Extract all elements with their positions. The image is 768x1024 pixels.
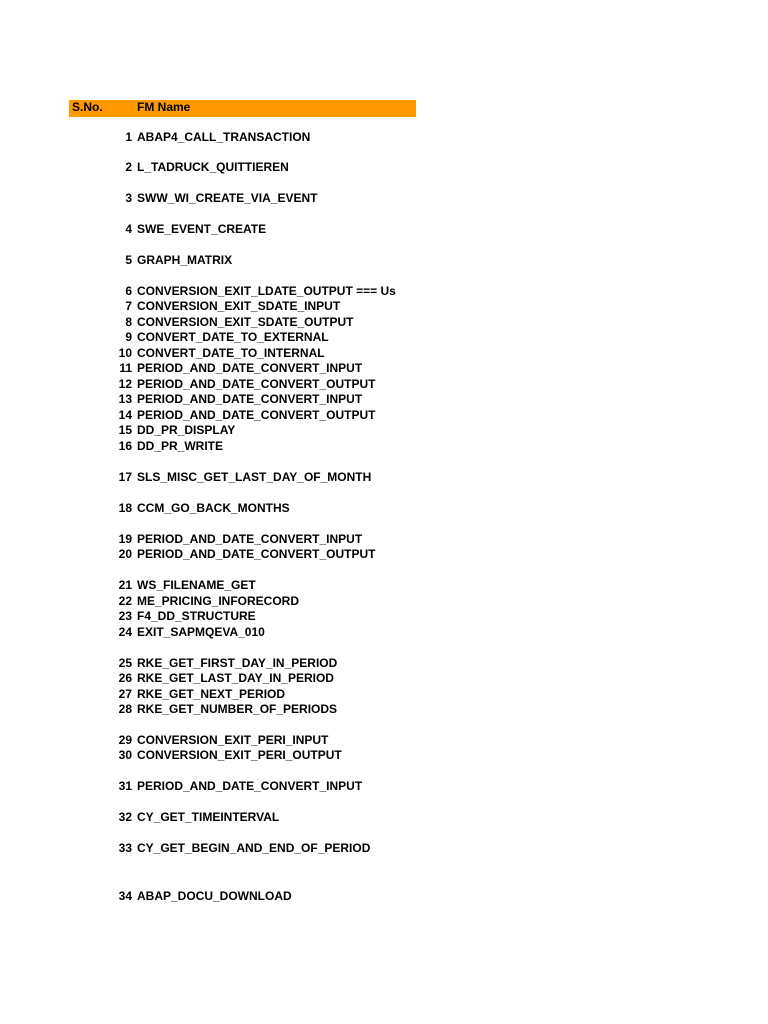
table-row bbox=[0, 624, 416, 640]
table-row bbox=[0, 438, 416, 454]
row-number: 9 bbox=[125, 330, 132, 344]
fm-name: CONVERSION_EXIT_PERI_OUTPUT bbox=[137, 748, 342, 762]
fm-name: SLS_MISC_GET_LAST_DAY_OF_MONTH bbox=[137, 470, 372, 484]
fm-name: CONVERSION_EXIT_SDATE_INPUT bbox=[137, 299, 341, 313]
row-number: 17 bbox=[118, 470, 132, 484]
row-number: 28 bbox=[118, 702, 132, 716]
fm-name: PERIOD_AND_DATE_CONVERT_INPUT bbox=[137, 532, 363, 546]
fm-name: ABAP4_CALL_TRANSACTION bbox=[137, 130, 311, 144]
header-sno: S.No. bbox=[72, 100, 103, 114]
fm-name: PERIOD_AND_DATE_CONVERT_OUTPUT bbox=[137, 408, 376, 422]
row-number: 27 bbox=[118, 687, 132, 701]
row-number: 34 bbox=[118, 889, 132, 903]
table-row bbox=[0, 747, 416, 763]
fm-name: CONVERSION_EXIT_SDATE_OUTPUT bbox=[137, 315, 354, 329]
row-number: 15 bbox=[118, 423, 132, 437]
fm-name: F4_DD_STRUCTURE bbox=[137, 609, 256, 623]
table-row bbox=[0, 608, 416, 624]
table-row bbox=[0, 531, 416, 547]
row-number: 24 bbox=[118, 625, 132, 639]
table-row bbox=[0, 809, 416, 825]
table-row bbox=[0, 577, 416, 593]
fm-name: PERIOD_AND_DATE_CONVERT_OUTPUT bbox=[137, 377, 376, 391]
table-row bbox=[0, 159, 416, 175]
table-row bbox=[0, 252, 416, 268]
row-number: 23 bbox=[118, 609, 132, 623]
row-number: 14 bbox=[118, 408, 132, 422]
row-number: 25 bbox=[118, 656, 132, 670]
fm-name: CONVERSION_EXIT_PERI_INPUT bbox=[137, 733, 329, 747]
row-number: 22 bbox=[118, 594, 132, 608]
table-row bbox=[0, 391, 416, 407]
row-number: 20 bbox=[118, 547, 132, 561]
row-number: 30 bbox=[118, 748, 132, 762]
table-row bbox=[0, 422, 416, 438]
table-row bbox=[0, 407, 416, 423]
fm-name: EXIT_SAPMQEVA_010 bbox=[137, 625, 265, 639]
row-number: 8 bbox=[125, 315, 132, 329]
row-number: 18 bbox=[118, 501, 132, 515]
table-row bbox=[0, 593, 416, 609]
fm-name: ABAP_DOCU_DOWNLOAD bbox=[137, 889, 292, 903]
row-number: 33 bbox=[118, 841, 132, 855]
row-number: 12 bbox=[118, 377, 132, 391]
table-row bbox=[0, 701, 416, 717]
row-number: 26 bbox=[118, 671, 132, 685]
fm-name: L_TADRUCK_QUITTIEREN bbox=[137, 160, 289, 174]
fm-name: PERIOD_AND_DATE_CONVERT_INPUT bbox=[137, 779, 363, 793]
table-row bbox=[0, 670, 416, 686]
fm-name: CY_GET_BEGIN_AND_END_OF_PERIOD bbox=[137, 841, 371, 855]
table-row bbox=[0, 298, 416, 314]
fm-name: CONVERT_DATE_TO_EXTERNAL bbox=[137, 330, 329, 344]
fm-name: PERIOD_AND_DATE_CONVERT_INPUT bbox=[137, 361, 363, 375]
fm-name: WS_FILENAME_GET bbox=[137, 578, 256, 592]
fm-name: ME_PRICING_INFORECORD bbox=[137, 594, 300, 608]
fm-name: GRAPH_MATRIX bbox=[137, 253, 233, 267]
row-number: 13 bbox=[118, 392, 132, 406]
row-number: 19 bbox=[118, 532, 132, 546]
table-row bbox=[0, 732, 416, 748]
fm-name: SWE_EVENT_CREATE bbox=[137, 222, 267, 236]
table-row bbox=[0, 376, 416, 392]
table-row bbox=[0, 546, 416, 562]
row-number: 32 bbox=[118, 810, 132, 824]
fm-name: PERIOD_AND_DATE_CONVERT_OUTPUT bbox=[137, 547, 376, 561]
table-row bbox=[0, 283, 416, 299]
row-number: 16 bbox=[118, 439, 132, 453]
row-number: 21 bbox=[118, 578, 132, 592]
fm-name: CONVERSION_EXIT_LDATE_OUTPUT === Us bbox=[137, 284, 396, 298]
fm-name: CCM_GO_BACK_MONTHS bbox=[137, 501, 290, 515]
table-row bbox=[0, 129, 416, 145]
row-number: 5 bbox=[125, 253, 132, 267]
table-row bbox=[0, 221, 416, 237]
row-number: 11 bbox=[119, 361, 132, 375]
fm-name: SWW_WI_CREATE_VIA_EVENT bbox=[137, 191, 318, 205]
table-row bbox=[0, 190, 416, 206]
row-number: 10 bbox=[118, 346, 132, 360]
fm-name: RKE_GET_LAST_DAY_IN_PERIOD bbox=[137, 671, 334, 685]
fm-name: RKE_GET_NUMBER_OF_PERIODS bbox=[137, 702, 338, 716]
table-row bbox=[0, 500, 416, 516]
row-number: 6 bbox=[125, 284, 132, 298]
table-row bbox=[0, 314, 416, 330]
row-number: 3 bbox=[125, 191, 132, 205]
fm-name: RKE_GET_FIRST_DAY_IN_PERIOD bbox=[137, 656, 338, 670]
fm-name: RKE_GET_NEXT_PERIOD bbox=[137, 687, 286, 701]
table-row bbox=[0, 655, 416, 671]
table-row bbox=[0, 888, 416, 904]
row-number: 1 bbox=[125, 130, 132, 144]
row-number: 7 bbox=[125, 299, 132, 313]
row-number: 2 bbox=[125, 160, 132, 174]
fm-name: DD_PR_DISPLAY bbox=[137, 423, 236, 437]
fm-name: CY_GET_TIMEINTERVAL bbox=[137, 810, 280, 824]
table-row bbox=[0, 329, 416, 345]
table-row bbox=[0, 360, 416, 376]
table-row bbox=[0, 686, 416, 702]
fm-name: CONVERT_DATE_TO_INTERNAL bbox=[137, 346, 325, 360]
header-fm-name: FM Name bbox=[137, 100, 191, 114]
table-row bbox=[0, 840, 416, 856]
table-row bbox=[0, 778, 416, 794]
row-number: 4 bbox=[125, 222, 132, 236]
fm-name: DD_PR_WRITE bbox=[137, 439, 224, 453]
row-number: 31 bbox=[118, 779, 132, 793]
table-row bbox=[0, 345, 416, 361]
fm-name: PERIOD_AND_DATE_CONVERT_INPUT bbox=[137, 392, 363, 406]
table-row bbox=[0, 469, 416, 485]
row-number: 29 bbox=[118, 733, 132, 747]
